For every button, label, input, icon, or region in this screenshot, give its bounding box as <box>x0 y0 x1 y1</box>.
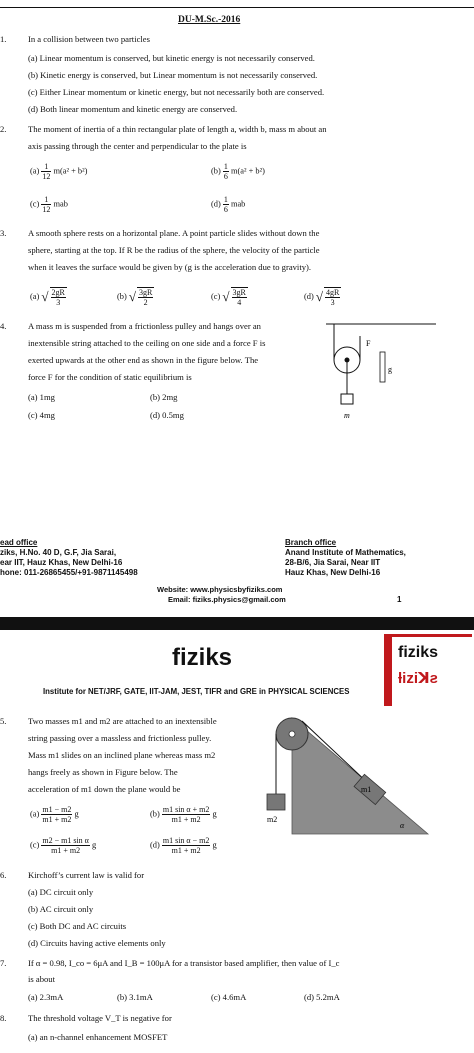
q2-option-b: (b) $\frac{1}{6}$ m(a² + b²) <box>211 162 265 181</box>
website-link[interactable]: Website: www.physicsbyfiziks.com <box>157 585 283 594</box>
pulley-axle <box>345 358 350 363</box>
q6-number: 6. <box>0 870 7 880</box>
exam-header: DU-M.Sc.-2016 <box>178 15 241 25</box>
branch-office-line1: Anand Institute of Mathematics, <box>285 548 406 557</box>
q6-option-b: (b) AC circuit only <box>28 904 94 914</box>
q5-number: 5. <box>0 716 7 726</box>
q4-option-d: (d) 0.5mg <box>150 410 184 420</box>
q5-option-d: (d) $\frac{\text{m1 sin α − m2}}{m1 + m2}$ g <box>150 836 217 855</box>
top-rule <box>0 7 474 8</box>
logo <box>384 634 472 706</box>
branch-office-line3: Hauz Khas, New Delhi-16 <box>285 568 381 577</box>
q6-option-a: (a) DC circuit only <box>28 887 94 897</box>
q4-option-a: (a) 1mg <box>28 392 55 402</box>
label-F: F <box>366 339 371 348</box>
q4-pulley-figure <box>316 318 446 430</box>
q7-line2: is about <box>28 974 55 984</box>
q5-line5: acceleration of m1 down the plane would be <box>28 784 181 794</box>
q5-option-c: (c) $\frac{\text{m2 − m1 sin α}}{m1 + m2}$ g <box>30 836 97 855</box>
q2-option-d: (d) $\frac{1}{6}$ mab <box>211 195 246 214</box>
q4-line1: A mass m is suspended from a frictionless pulley and hangs over an <box>28 321 261 331</box>
q8-text: The threshold voltage V_T is negative for <box>28 1013 172 1023</box>
logo-text: fiziks <box>398 644 439 661</box>
q7-line1: If α = 0.98, I_co = 6μA and I_B = 100μA for a transistor based amplifier, then value of I_c <box>28 958 340 968</box>
q1-option-c: (c) Either Linear momentum or kinetic energy, but not necessarily both are conserved. <box>28 87 325 97</box>
q3-number: 3. <box>0 228 7 238</box>
q7-option-c: (c) 4.6mA <box>211 992 247 1002</box>
mass-block <box>341 394 353 404</box>
q6-option-c: (c) Both DC and AC circuits <box>28 921 127 931</box>
q4-option-c: (c) 4mg <box>28 410 55 420</box>
page-number: 1 <box>397 595 402 604</box>
q1-option-b: (b) Kinetic energy is conserved, but Linear momentum is not necessarily conserved. <box>28 70 318 80</box>
page-separator <box>0 617 474 630</box>
q4-line2: inextensible string attached to the ceiling on one side and a force F is <box>28 338 266 348</box>
q4-option-b: (b) 2mg <box>150 392 178 402</box>
logo-red-top <box>384 634 472 637</box>
q7-option-d: (d) 5.2mA <box>304 992 340 1002</box>
q6-text: Kirchoff’s current law is valid for <box>28 870 145 880</box>
q5-line3: Mass m1 slides on an inclined plane whereas mass m2 <box>28 750 216 760</box>
brand-name: fiziks <box>172 644 233 671</box>
q3-option-b: (b) √ $\frac{3gR}{2}$ <box>117 288 153 307</box>
label-m2: m2 <box>267 815 278 824</box>
q7-number: 7. <box>0 958 7 968</box>
branch-office-title: Branch office <box>285 538 337 547</box>
q3-line3: when it leaves the surface would be given by (g is the acceleration due to gravity). <box>28 262 312 272</box>
logo-red-bar <box>384 634 392 706</box>
q2-number: 2. <box>0 124 7 134</box>
q3-option-c: (c) √ $\frac{3gR}{4}$ <box>211 288 246 307</box>
q1-option-d: (d) Both linear momentum and kinetic energy are conserved. <box>28 104 238 114</box>
head-office-line2: ear IIT, Hauz Khas, New Delhi-16 <box>0 558 123 567</box>
q2-option-c: (c) $\frac{1}{12}$ mab <box>30 195 68 214</box>
q4-number: 4. <box>0 321 7 331</box>
q7-option-b: (b) 3.1mA <box>117 992 153 1002</box>
institute-tagline: Institute for NET/JRF, GATE, IIT-JAM, JEST, TIFR and GRE in PHYSICAL SCIENCES <box>43 687 350 696</box>
head-office-title: ead office <box>0 538 38 547</box>
email-link[interactable]: Email: fiziks.physics@gmail.com <box>168 595 286 604</box>
q2-option-a: (a) $\frac{1}{12}$ m(a² + b²) <box>30 162 88 181</box>
q5-line2: string passing over a massless and frictionless pulley. <box>28 733 212 743</box>
label-m: m <box>344 411 350 420</box>
label-m1: m1 <box>361 785 372 794</box>
q3-option-a: (a) √ $\frac{2gR}{3}$ <box>30 288 65 307</box>
mass-m2-block <box>267 794 285 810</box>
q8-option-a: (a) an n-channel enhancement MOSFET <box>28 1032 168 1042</box>
q3-option-d: (d) √ $\frac{4gR}{3}$ <box>304 288 340 307</box>
q5-option-b: (b) $\frac{\text{m1 sin α + m2}}{m1 + m2}$ g <box>150 805 217 824</box>
q3-line1: A smooth sphere rests on a horizontal plane. A point particle slides without down the <box>28 228 320 238</box>
q6-option-d: (d) Circuits having active elements only <box>28 938 166 948</box>
q1-number: 1. <box>0 34 7 44</box>
logo-mirror-text: ƚiziꓘƨ <box>398 670 438 687</box>
q2-line1: The moment of inertia of a thin rectangular plate of length a, width b, mass m about an <box>28 124 327 134</box>
gravity-arrow-box <box>380 352 385 382</box>
q4-line4: force F for the condition of static equilibrium is <box>28 372 192 382</box>
q5-incline-figure <box>262 708 438 838</box>
q7-option-a: (a) 2.3mA <box>28 992 64 1002</box>
q5-line4: hangs freely as shown in Figure below. The <box>28 767 178 777</box>
q8-number: 8. <box>0 1013 7 1023</box>
q5-line1: Two masses m1 and m2 are attached to an inextensible <box>28 716 217 726</box>
label-g: g <box>388 365 392 374</box>
q5-option-a: (a) $\frac{m1 - m2}{m1 + m2}$ g <box>30 805 79 824</box>
pulley-axle <box>289 731 295 737</box>
branch-office-line2: 28-B/6, Jia Sarai, Near IIT <box>285 558 381 567</box>
q4-line3: exerted upwards at the other end as shown in the figure below. The <box>28 355 259 365</box>
q3-line2: sphere, starting at the top. If R be the radius of the sphere, the velocity of the particle <box>28 245 320 255</box>
head-office-line3: hone: 011-26865455/+91-9871145498 <box>0 568 138 577</box>
q1-text: In a collision between two particles <box>28 34 150 44</box>
page-2 <box>0 630 474 1053</box>
label-alpha: α <box>400 821 405 830</box>
q2-line2: axis passing through the center and perpendicular to the plate is <box>28 141 247 151</box>
q1-option-a: (a) Linear momentum is conserved, but kinetic energy is not necessarily conserved. <box>28 53 315 63</box>
head-office-line1: ziks, H.No. 40 D, G.F, Jia Sarai, <box>0 548 117 557</box>
